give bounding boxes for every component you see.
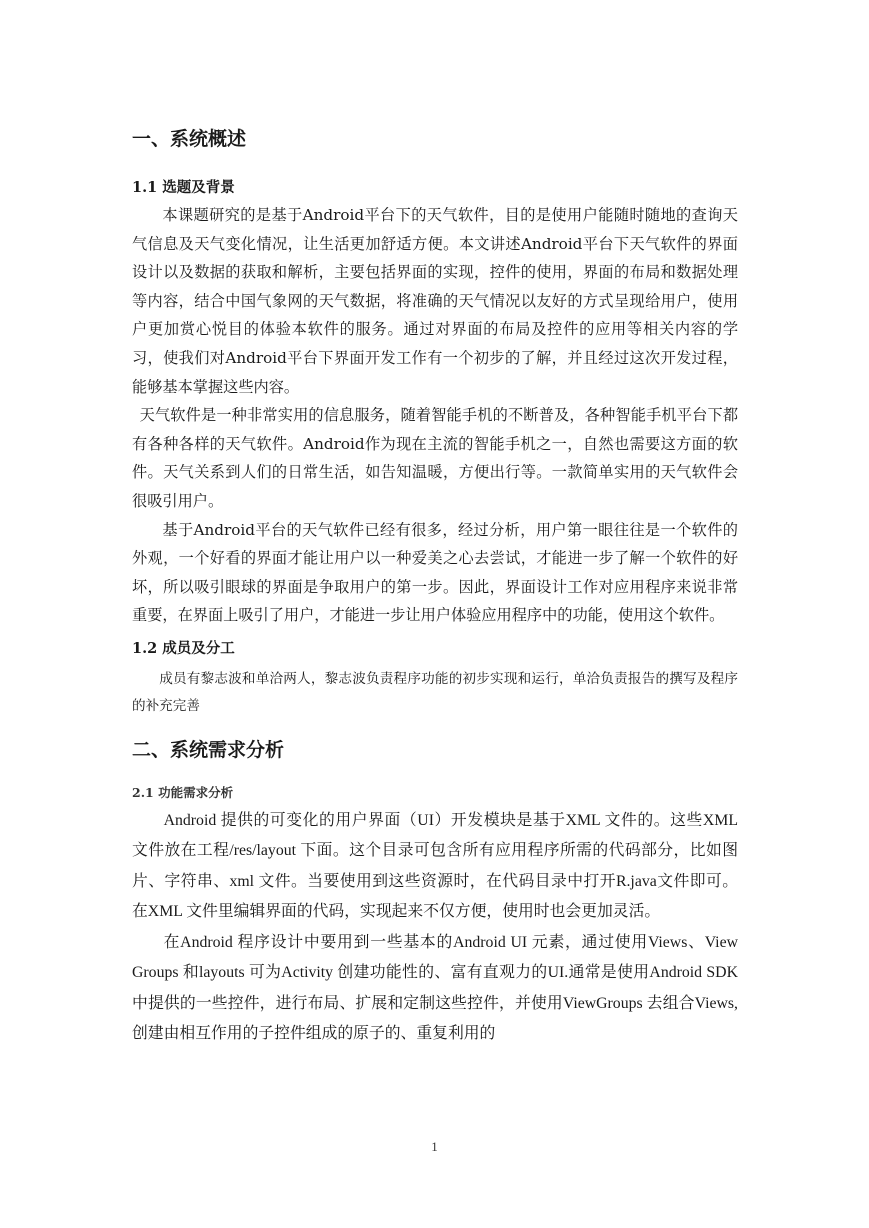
subsection-1-1-title: 1.1 选题及背景 (132, 179, 235, 196)
section-2-title: 二、系统需求分析 (132, 738, 285, 761)
paragraph-2-1-1: Android 提供的可变化的用户界面（UI）开发模块是基于XML 文件的。这些XML 文件放在工程/res/layout 下面。这个目录可包含所有应用程序所需的代码部分，比如图片、字符串、xml 文件。当要使用到这些资源时，在代码目录中打开R.java文件即可。在XML 文件里编辑界面的代码，实现起来不仅方便，使用时也会更加灵活。 (132, 811, 738, 921)
paragraph-1-1-1: 本课题研究的是基于Android平台下的天气软件，目的是使用户能随时随地的查询天气信息及天气变化情况，让生活更加舒适方便。本文讲述Android平台下天气软件的界面设计以及数据的获取和解析，主要包括界面的实现，控件的使用，界面的布局和数据处理等内容，结合中国气象网的天气数据，将准确的天气情况以友好的方式呈现给用户，使用户更加赏心悦目的体验本软件的服务。通过对界面的布局及控件的应用等相关内容的学习，使我们对Android平台下界面开发工作有一个初步的了解，并且经过这次开发过程，能够基本掌握这些内容。 (132, 206, 738, 396)
paragraph-1-2-1: 成员有黎志波和单洽两人，黎志波负责程序功能的初步实现和运行，单洽负责报告的撰写及程序的补充完善 (132, 670, 738, 714)
page-number: 1 (431, 1139, 438, 1154)
subsection-1-2-title: 1.2 成员及分工 (132, 639, 235, 657)
paragraph-2-1-2: 在Android 程序设计中要用到一些基本的Android UI 元素，通过使用Views、View Groups 和layouts 可为Activity 创建功能性的、富有直观力的UI.通常是使用Android SDK 中提供的一些控件，进行布局、扩展和定制这些控件，并使用ViewGroups 去组合Views,创建由相互作用的子控件组成的原子的、重复利用的 (132, 933, 738, 1043)
subsection-2-1-title: 2.1 功能需求分析 (132, 784, 234, 800)
paragraph-1-1-2: 天气软件是一种非常实用的信息服务，随着智能手机的不断普及，各种智能手机平台下都有各种各样的天气软件。Android作为现在主流的智能手机之一，自然也需要这方面的软件。天气关系到人们的日常生活，如告知温暖，方便出行等。一款简单实用的天气软件会很吸引用户。 (132, 406, 738, 510)
page-content (132, 120, 738, 1050)
paragraph-1-1-3: 基于Android平台的天气软件已经有很多，经过分析，用户第一眼往往是一个软件的外观，一个好看的界面才能让用户以一种爱美之心去尝试，才能进一步了解一个软件的好坏，所以吸引眼球的界面是争取用户的第一步。因此，界面设计工作对应用程序来说非常重要，在界面上吸引了用户，才能进一步让用户体验应用程序中的功能，使用这个软件。 (132, 520, 738, 625)
section-1-title: 一、系统概述 (132, 128, 247, 150)
